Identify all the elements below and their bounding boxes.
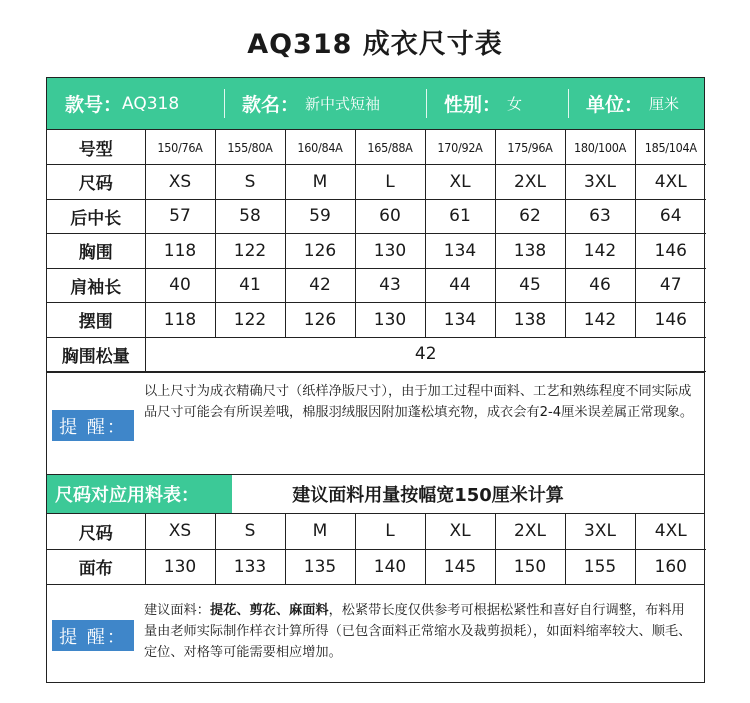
usage-size: S bbox=[215, 514, 285, 549]
size-cell: 126 bbox=[285, 303, 355, 338]
size-cell: 160/84A bbox=[285, 130, 355, 165]
reminder-2 bbox=[47, 584, 704, 682]
fabric-usage-table bbox=[47, 514, 706, 584]
size-row bbox=[47, 199, 706, 234]
size-cell: 126 bbox=[285, 234, 355, 269]
ease-label: 胸围松量 bbox=[47, 337, 145, 372]
info-bar bbox=[47, 78, 704, 130]
usage-fabric-row bbox=[47, 549, 706, 584]
size-row bbox=[47, 130, 706, 165]
size-cell: 130 bbox=[355, 234, 425, 269]
size-cell: 142 bbox=[565, 234, 635, 269]
row-label: 尺码 bbox=[47, 165, 145, 200]
size-cell: 175/96A bbox=[495, 130, 565, 165]
size-cell: 60 bbox=[355, 199, 425, 234]
fabric-prefix: 建议面料： bbox=[144, 603, 210, 618]
size-cell: XS bbox=[145, 165, 215, 200]
ease-row bbox=[47, 337, 706, 372]
usage-fabric-label: 面布 bbox=[47, 549, 145, 584]
size-cell: 138 bbox=[495, 303, 565, 338]
size-cell: 118 bbox=[145, 234, 215, 269]
size-cell: 150/76A bbox=[145, 130, 215, 165]
usage-size: L bbox=[355, 514, 425, 549]
row-label: 摆围 bbox=[47, 303, 145, 338]
usage-size: 4XL bbox=[635, 514, 706, 549]
size-cell: 155/80A bbox=[215, 130, 285, 165]
size-row bbox=[47, 234, 706, 269]
name-label: 款名： bbox=[242, 94, 300, 116]
usage-fabric: 155 bbox=[565, 549, 635, 584]
size-cell: M bbox=[285, 165, 355, 200]
size-row bbox=[47, 268, 706, 303]
size-cell: 130 bbox=[355, 303, 425, 338]
size-cell: 62 bbox=[495, 199, 565, 234]
usage-fabric: 150 bbox=[495, 549, 565, 584]
size-table bbox=[47, 130, 706, 372]
reminder-badge: 提 醒： bbox=[52, 620, 134, 651]
fabric-usage-header bbox=[47, 474, 704, 514]
style-no bbox=[47, 78, 224, 129]
size-cell: 4XL bbox=[635, 165, 706, 200]
page-title: AQ318 成衣尺寸表 bbox=[247, 29, 503, 60]
reminder-1 bbox=[47, 372, 704, 474]
size-cell: 134 bbox=[425, 234, 495, 269]
size-cell: 42 bbox=[285, 268, 355, 303]
size-cell: 58 bbox=[215, 199, 285, 234]
size-chart bbox=[46, 77, 705, 683]
usage-size: XS bbox=[145, 514, 215, 549]
size-cell: 2XL bbox=[495, 165, 565, 200]
size-cell: 185/104A bbox=[635, 130, 706, 165]
unit bbox=[568, 78, 704, 129]
size-cell: 170/92A bbox=[425, 130, 495, 165]
unit-value: 厘米 bbox=[649, 95, 680, 113]
fabric-note: ，松紧带长度仅供参考可根据松紧性和喜好自行调整，布料用量由老师实际制作样衣计算所得（已包含面料正常缩水及裁剪损耗），如面料缩率较大、顺毛、定位、对格等可能需要相应增加。 bbox=[144, 603, 692, 660]
usage-size-label: 尺码 bbox=[47, 514, 145, 549]
size-cell: 63 bbox=[565, 199, 635, 234]
row-label: 肩袖长 bbox=[47, 268, 145, 303]
unit-label: 单位： bbox=[586, 94, 644, 116]
size-cell: 57 bbox=[145, 199, 215, 234]
usage-fabric: 145 bbox=[425, 549, 495, 584]
size-cell: 134 bbox=[425, 303, 495, 338]
ease-value: 42 bbox=[145, 337, 706, 372]
usage-size: M bbox=[285, 514, 355, 549]
gender-label: 性别： bbox=[444, 94, 502, 116]
size-cell: XL bbox=[425, 165, 495, 200]
size-cell: 122 bbox=[215, 234, 285, 269]
size-cell: L bbox=[355, 165, 425, 200]
usage-fabric: 140 bbox=[355, 549, 425, 584]
size-cell: 142 bbox=[565, 303, 635, 338]
row-label: 后中长 bbox=[47, 199, 145, 234]
size-cell: 180/100A bbox=[565, 130, 635, 165]
size-cell: 138 bbox=[495, 234, 565, 269]
size-cell: 64 bbox=[635, 199, 706, 234]
size-cell: 45 bbox=[495, 268, 565, 303]
name-value: 新中式短袖 bbox=[305, 95, 381, 113]
fabric-usage-tag: 尺码对应用料表： bbox=[47, 475, 232, 513]
usage-fabric: 130 bbox=[145, 549, 215, 584]
row-label: 胸围 bbox=[47, 234, 145, 269]
usage-size: XL bbox=[425, 514, 495, 549]
fabric-types: 提花、剪花、麻面料 bbox=[209, 603, 329, 618]
size-cell: 47 bbox=[635, 268, 706, 303]
row-label: 号型 bbox=[47, 130, 145, 165]
usage-size: 2XL bbox=[495, 514, 565, 549]
reminder-text bbox=[144, 600, 696, 663]
reminder-text: 以上尺寸为成衣精确尺寸（纸样净版尺寸），由于加工过程中面料、工艺和熟练程度不同实际成品尺寸可能会有所误差哦，棉服羽绒服因附加蓬松填充物，成衣会有2-4厘米误差属正常现象。 bbox=[144, 384, 694, 420]
usage-fabric: 160 bbox=[635, 549, 706, 584]
style-name bbox=[224, 78, 426, 129]
size-cell: 43 bbox=[355, 268, 425, 303]
size-cell: 44 bbox=[425, 268, 495, 303]
size-cell: 41 bbox=[215, 268, 285, 303]
size-cell: 146 bbox=[635, 303, 706, 338]
fabric-usage-desc: 建议面料用量按幅宽150厘米计算 bbox=[292, 485, 564, 506]
size-cell: 146 bbox=[635, 234, 706, 269]
style-no-value: AQ318 bbox=[122, 93, 180, 114]
size-cell: 122 bbox=[215, 303, 285, 338]
size-cell: 165/88A bbox=[355, 130, 425, 165]
size-cell: 3XL bbox=[565, 165, 635, 200]
usage-size: 3XL bbox=[565, 514, 635, 549]
size-cell: 46 bbox=[565, 268, 635, 303]
size-row bbox=[47, 303, 706, 338]
reminder-badge: 提 醒： bbox=[52, 410, 134, 441]
style-no-label: 款号： bbox=[65, 94, 123, 116]
usage-fabric: 133 bbox=[215, 549, 285, 584]
size-row bbox=[47, 165, 706, 200]
size-cell: 59 bbox=[285, 199, 355, 234]
size-cell: 61 bbox=[425, 199, 495, 234]
size-cell: 118 bbox=[145, 303, 215, 338]
gender-value: 女 bbox=[507, 95, 523, 113]
size-cell: 40 bbox=[145, 268, 215, 303]
usage-size-row bbox=[47, 514, 706, 549]
usage-fabric: 135 bbox=[285, 549, 355, 584]
size-cell: S bbox=[215, 165, 285, 200]
gender bbox=[426, 78, 568, 129]
